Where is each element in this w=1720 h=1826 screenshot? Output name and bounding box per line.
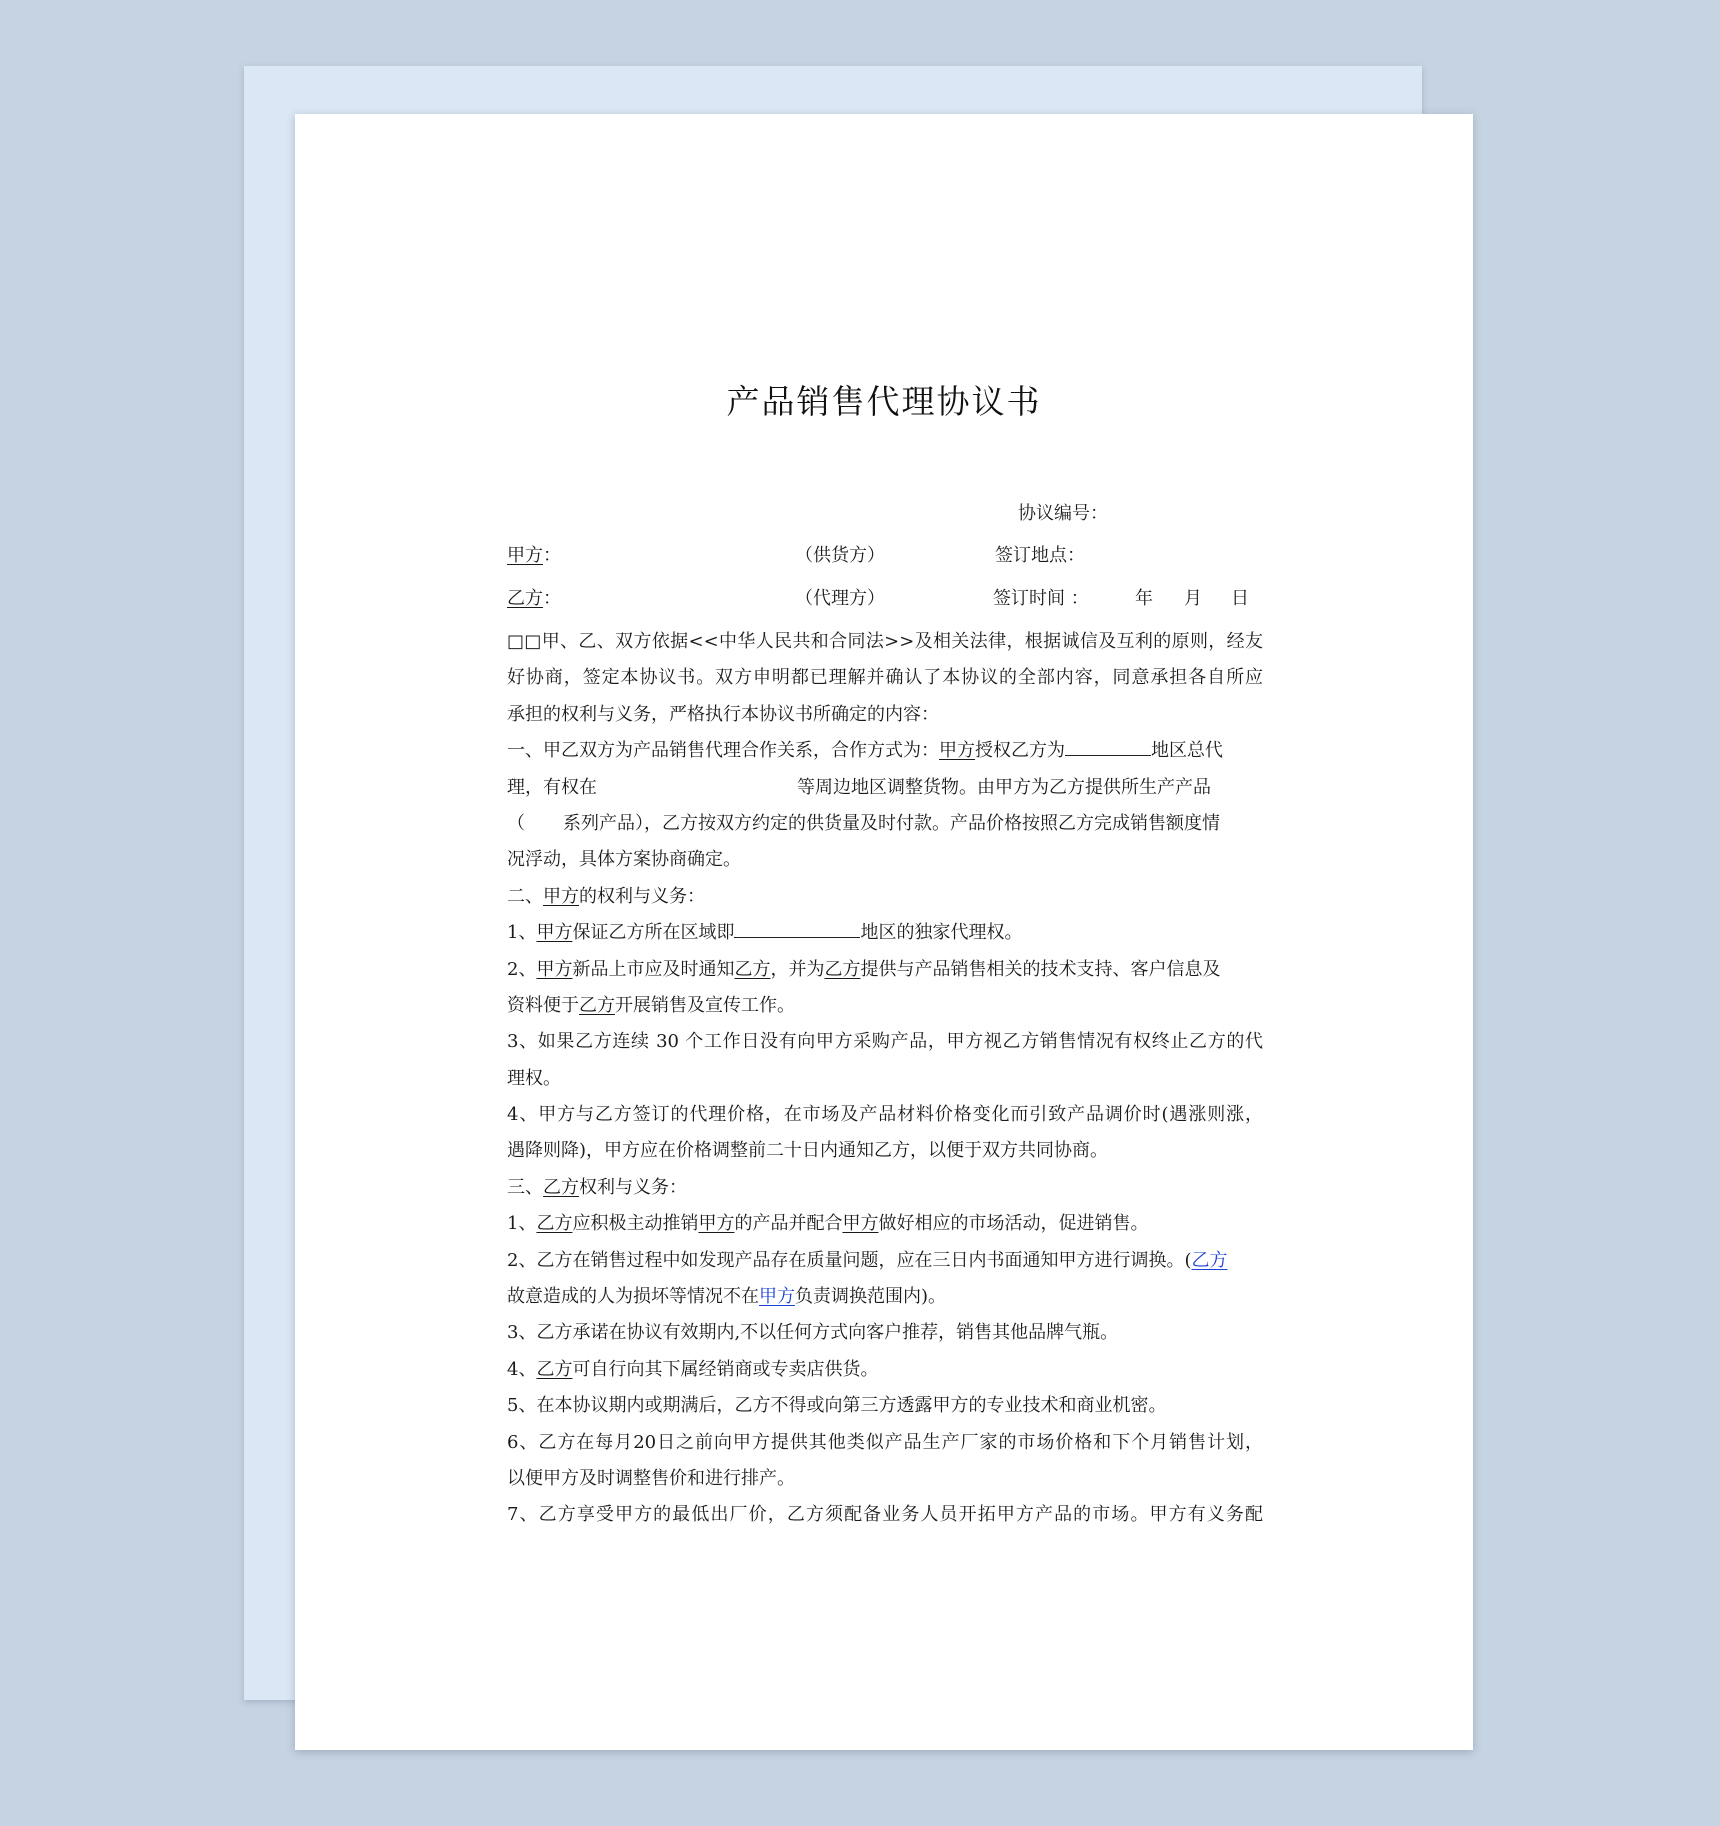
text: 地区总代: [1151, 740, 1223, 762]
party-b-ref: 乙方: [536, 1213, 573, 1235]
text: 开展销售及宣传工作。: [615, 994, 795, 1016]
text: 授权乙方为: [975, 740, 1065, 762]
party-a-ref: 甲方: [543, 885, 579, 907]
text: 权利与义务：: [579, 1176, 687, 1198]
document-page: [295, 114, 1473, 1750]
section-2-item-2-cont: [507, 988, 1263, 1024]
section-2-item-4: 4、甲方与乙方签订的代理价格，在市场及产品材料价格变化而引致产品调价时(遇涨则涨，: [507, 1104, 1263, 1126]
section-2-item-3: 3、如果乙方连续 30 个工作日没有向甲方采购产品，甲方视乙方销售情况有权终止乙方的代: [507, 1031, 1263, 1053]
section-3-item-4: [507, 1352, 1263, 1388]
party-a-ref: 甲方: [939, 740, 975, 762]
text: 应积极主动推销: [572, 1213, 699, 1235]
section-3-item-2-cont: [507, 1279, 1263, 1315]
party-a-label: 甲方: [507, 545, 543, 566]
text: 4、: [507, 1358, 537, 1380]
party-a-ref: 甲方: [536, 958, 573, 980]
party-a-ref: 甲方: [698, 1213, 735, 1235]
party-a-link[interactable]: 甲方: [759, 1286, 795, 1308]
text: 的产品并配合: [734, 1213, 843, 1235]
colon: ：: [543, 545, 561, 566]
text: 一、甲乙双方为产品销售代理合作关系，合作方式为：: [507, 740, 939, 762]
text: 系列产品），乙方按双方约定的供货量及时付款。产品价格按照乙方完成销售额度情: [563, 812, 1220, 834]
section-2-item-3-cont: 理权。: [507, 1067, 561, 1089]
party-a-line: [507, 538, 561, 574]
party-b-role: （代理方）: [795, 588, 885, 609]
party-b-label: 乙方: [507, 588, 543, 609]
section-3-item-2: [507, 1243, 1263, 1279]
text: 保证乙方所在区域即: [572, 922, 735, 944]
party-a-role: （供货方）: [795, 545, 885, 566]
section-3-item-5: 5、在本协议期内或期满后，乙方不得或向第三方透露甲方的专业技术和商业机密。: [507, 1395, 1167, 1417]
text: ，并为: [770, 958, 825, 980]
text: 负责调换范围内)。: [795, 1286, 947, 1308]
party-b-line: [507, 581, 561, 617]
text: 1、: [507, 1213, 537, 1235]
section-2-item-4-cont: 遇降则降)，甲方应在价格调整前二十日内通知乙方，以便于双方共同协商。: [507, 1140, 1109, 1162]
party-b-ref: 乙方: [543, 1176, 579, 1198]
party-b-ref: 乙方: [536, 1358, 573, 1380]
text: 地区的独家代理权。: [860, 922, 1023, 944]
section-1-line-3: [507, 806, 1263, 842]
section-3-item-7: 7、乙方享受甲方的最低出厂价，乙方须配备业务人员开拓甲方产品的市场。甲方有义务配: [507, 1504, 1263, 1526]
section-1-line-2: [507, 770, 1263, 806]
sign-time-label: 签订时间 ：: [993, 588, 1089, 609]
text: （: [507, 812, 525, 834]
section-3-item-3: 3、乙方承诺在协议有效期内,不以任何方式向客户推荐，销售其他品牌气瓶。: [507, 1322, 1119, 1344]
party-b-ref: 乙方: [824, 958, 861, 980]
intro-line: 承担的权利与义务，严格执行本协议书所确定的内容：: [507, 703, 939, 725]
section-3-item-6-cont: 以便甲方及时调整售价和进行排产。: [507, 1467, 795, 1489]
sign-place-label: 签订地点：: [995, 545, 1085, 566]
date-year: 年: [1135, 588, 1153, 609]
text: 做好相应的市场活动，促进销售。: [878, 1213, 1149, 1235]
text: 资料便于: [507, 994, 579, 1016]
text: 的权利与义务：: [579, 885, 705, 907]
text: 三、: [507, 1176, 543, 1198]
text: 故意造成的人为损坏等情况不在: [507, 1286, 759, 1308]
section-1-line-4: 况浮动，具体方案协商确定。: [507, 849, 741, 871]
text: 二、: [507, 885, 543, 907]
text: 可自行向其下属经销商或专卖店供货。: [572, 1358, 879, 1380]
document-title: 产品销售代理协议书: [726, 382, 1042, 421]
section-3-item-6: 6、乙方在每月20日之前向甲方提供其他类似产品生产厂家的市场价格和下个月销售计划，: [507, 1431, 1263, 1453]
date-day: 日: [1231, 588, 1249, 609]
section-1-line-1: [507, 733, 1263, 769]
text: 1、: [507, 922, 537, 944]
fill-blank[interactable]: [1065, 733, 1151, 756]
text: 2、: [507, 958, 537, 980]
section-3-heading: [507, 1170, 1263, 1206]
text: 2、乙方在销售过程中如发现产品存在质量问题，应在三日内书面通知甲方进行调换。(: [507, 1249, 1192, 1271]
party-a-ref: 甲方: [536, 922, 573, 944]
text: 理，有权在: [507, 776, 597, 798]
intro-line: 好协商，签定本协议书。双方申明都已理解并确认了本协议的全部内容，同意承担各自所应: [507, 667, 1263, 689]
agreement-number-label: 协议编号：: [1018, 503, 1108, 524]
text: 提供与产品销售相关的技术支持、客户信息及: [860, 958, 1221, 980]
section-2-heading: [507, 879, 1263, 915]
text: 等周边地区调整货物。由甲方为乙方提供所生产产品: [797, 776, 1211, 798]
party-b-ref: 乙方: [579, 994, 615, 1016]
colon: ：: [543, 588, 561, 609]
intro-line: □□甲、乙、双方依据<<中华人民共和合同法>>及相关法律，根据诚信及互利的原则，经友: [507, 631, 1263, 652]
agreement-body: [507, 624, 1263, 1534]
party-b-link[interactable]: 乙方: [1191, 1249, 1228, 1271]
text: 新品上市应及时通知: [572, 958, 735, 980]
party-a-ref: 甲方: [842, 1213, 879, 1235]
date-month: 月: [1184, 588, 1202, 609]
section-3-item-1: [507, 1206, 1263, 1242]
section-2-item-1: [507, 915, 1263, 951]
section-2-item-2: [507, 952, 1263, 988]
fill-blank[interactable]: [734, 915, 860, 938]
party-b-ref: 乙方: [734, 958, 771, 980]
